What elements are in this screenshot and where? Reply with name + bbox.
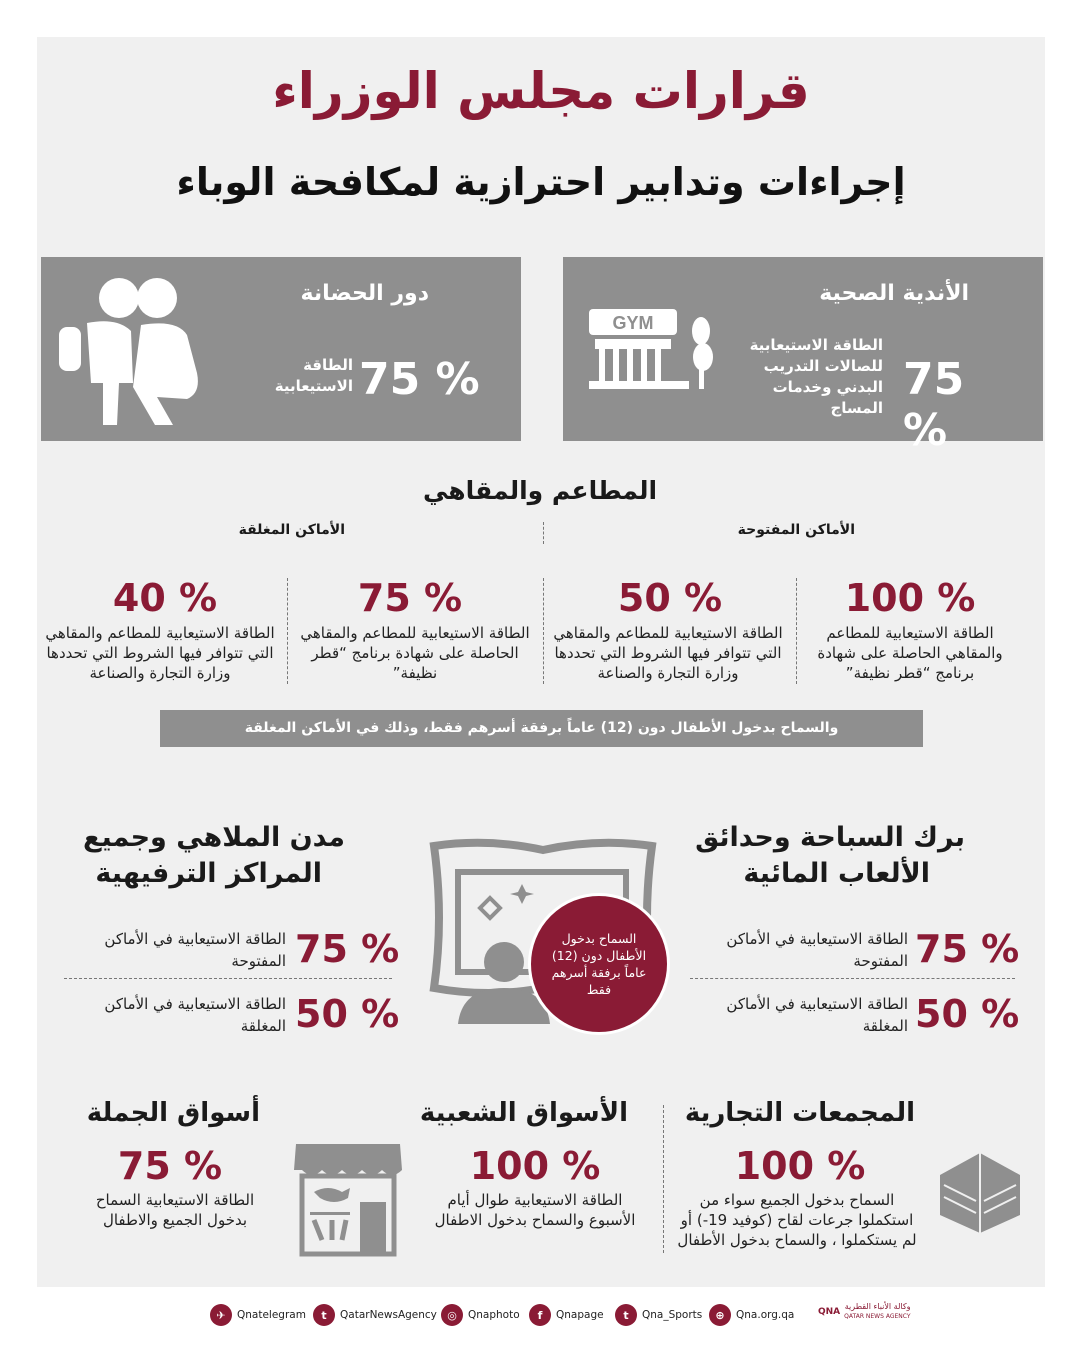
page-subtitle: إجراءات وتدابير احترازية لمكافحة الوباء [176,160,906,204]
divider [796,578,797,684]
restaurant-open-certified-pct: 100 % [844,576,976,620]
social-link[interactable] [709,1302,794,1328]
wholesale-text: الطاقة الاستيعابية السماح بدخول الجميع والاطفال [95,1191,255,1229]
social-link[interactable] [313,1302,437,1328]
malls-pct: 100 % [734,1144,866,1188]
children-note-bar: والسماح بدخول الأطفال دون (12) عاماً برفقة أسرهم فقط، وذلك في الأماكن المغلقة [160,710,923,747]
section-divider [543,522,544,544]
restaurant-open-certified-text: الطاقة الاستيعابية للمطاعم والمقاهي الحاصلة على شهادة برنامج “قطر نظيفة” [817,624,1003,682]
restaurant-closed-conditions-pct: 40 % [112,576,218,620]
social-label: Qna_Sports [642,1309,703,1321]
qna-logo-arabic: وكالة الأنباء القطرية [844,1302,911,1311]
social-label: QatarNewsAgency [340,1309,437,1321]
divider [690,978,1015,979]
children-note-circle-text: السماح بدخول الأطفال دون (12) عاماً برفقة أسرهم فقط [551,931,647,997]
page-title: قرارات مجلس الوزراء [272,62,810,120]
qna-logo-english: QATAR NEWS AGENCY [844,1313,911,1320]
amusement-heading-line1: مدن الملاهي وجميع [83,822,345,853]
pools-open-text: الطاقة الاستيعابية في الأماكن المفتوحة [726,930,908,970]
social-link[interactable] [441,1302,520,1328]
health-clubs-box [563,257,1043,456]
amusement-closed-pct: 50 % [295,992,400,1036]
instagram-icon: ◎ [441,1304,463,1326]
svg-text:GYM: GYM [612,313,654,333]
restaurant-closed-certified-text: الطاقة الاستيعابية للمطاعم والمقاهي الحاصلة على شهادة برنامج “قطر نظيفة” [300,624,530,682]
pools-heading-line1: برك السباحة وحدائق [695,822,965,853]
restaurant-closed-conditions-text: الطاقة الاستيعابية للمطاعم والمقاهي التي تتوافر فيها الشروط التي تحددها وزارة التجارة والصناعة [45,624,275,682]
pools-open-pct: 75 % [915,927,1020,971]
facebook-icon: f [529,1304,551,1326]
souqs-text: الطاقة الاستيعابية طوال أيام الأسبوع والسماح بدخول الاطفال [434,1191,636,1229]
health-clubs-pct: 75 % [903,354,965,456]
health-clubs-heading: الأندية الصحية [819,281,969,306]
pools-closed-text: الطاقة الاستيعابية في الأماكن المغلقة [726,995,908,1035]
shop-icon [292,1140,404,1258]
social-label: Qna.org.qa [736,1309,795,1321]
gym-building-icon [585,291,725,421]
closed-places-label: الأماكن المغلقة [238,522,345,538]
children-icon [57,273,227,433]
divider [663,1105,664,1253]
souqs-pct: 100 % [469,1144,601,1188]
web-icon: ⊕ [709,1304,731,1326]
qna-logo-mark: QNA [818,1307,841,1317]
social-label: Qnaphoto [468,1309,520,1321]
social-link[interactable] [210,1302,306,1328]
social-link[interactable] [529,1302,604,1328]
amusement-open-pct: 75 % [295,927,400,971]
pools-heading-line2: الألعاب المائية [743,858,930,889]
nurseries-pct: 75 % [359,354,480,405]
telegram-icon: ✈ [210,1304,232,1326]
nurseries-box [41,257,521,441]
footer [0,1302,1080,1330]
building-icon [930,1135,1030,1235]
restaurant-closed-certified-pct: 75 % [357,576,463,620]
souqs-heading: الأسواق الشعبية [419,1098,628,1128]
divider [543,578,544,684]
restaurant-open-conditions-text: الطاقة الاستيعابية للمطاعم والمقاهي التي تتوافر فيها الشروط التي تحددها وزارة التجارة والصناعة [553,624,783,682]
twitter-icon: t [313,1304,335,1326]
children-note-circle [528,893,670,1035]
pools-closed-pct: 50 % [915,992,1020,1036]
qna-logo [818,1302,911,1322]
health-clubs-description: الطاقة الاستيعابية للصالات التدريب البدني وخدمات المساج [749,336,883,417]
amusement-closed-text: الطاقة الاستيعابية في الأماكن المغلقة [104,995,286,1035]
open-places-label: الأماكن المفتوحة [737,522,855,538]
nurseries-description: الطاقة الاستيعابية [274,356,353,395]
twitter-icon: t [615,1304,637,1326]
malls-text: السماح بدخول الجميع سواء من استكملوا جرعات لقاح (كوفيد 19-) أو لم يستكملوا ، والسماح بدخول الأطفال [677,1191,917,1249]
amusement-open-text: الطاقة الاستيعابية في الأماكن المفتوحة [104,930,286,970]
social-link[interactable] [615,1302,702,1328]
wholesale-heading: أسواق الجملة [86,1098,260,1128]
social-label: Qnapage [556,1309,604,1321]
social-label: Qnatelegram [237,1309,306,1321]
wholesale-pct: 75 % [117,1144,223,1188]
divider [287,578,288,684]
restaurant-open-conditions-pct: 50 % [617,576,723,620]
restaurants-heading: المطاعم والمقاهي [422,476,658,505]
nurseries-heading: دور الحضانة [300,281,429,306]
divider [64,978,392,979]
malls-heading: المجمعات التجارية [684,1098,915,1128]
amusement-heading-line2: المراكز الترفيهية [95,858,322,889]
